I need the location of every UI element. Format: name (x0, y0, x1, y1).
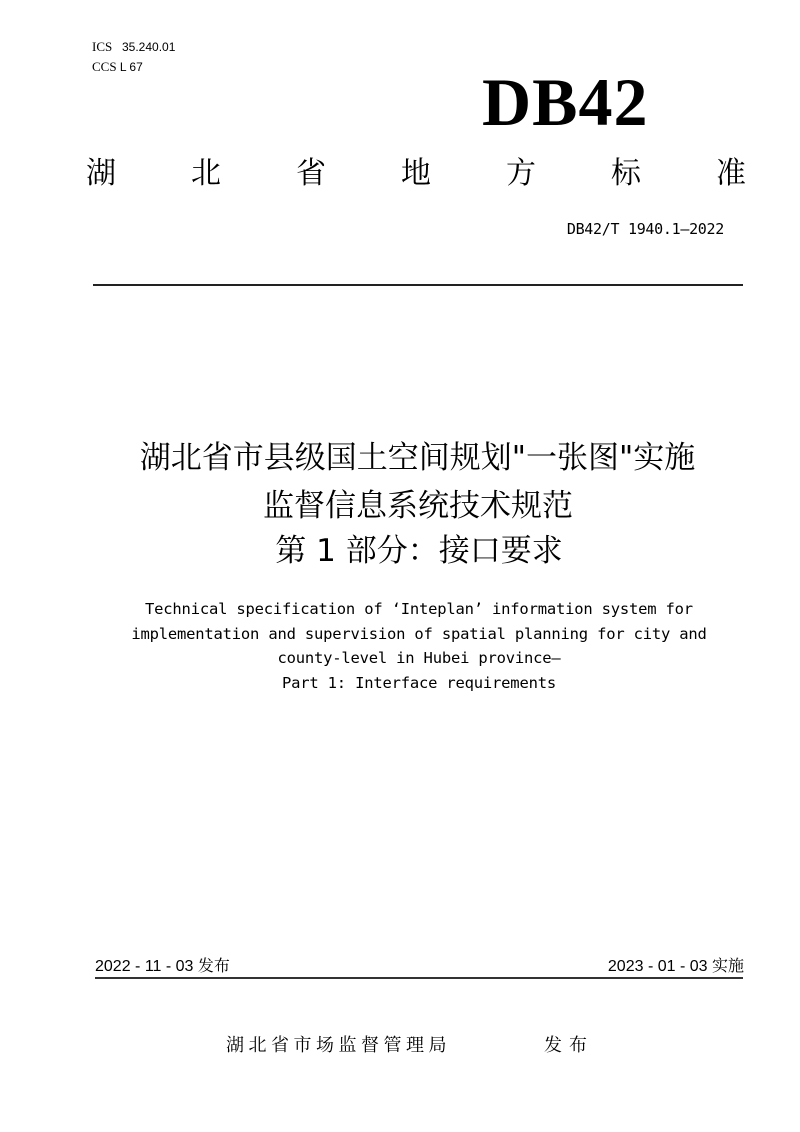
standard-type-heading (86, 152, 746, 196)
implement-date-value: 2023 - 01 - 03 (607, 958, 708, 975)
title-cn-line-1: 湖北省市县级国土空间规划"一张图"实施 (139, 440, 696, 476)
ccs-value: L 67 (119, 60, 143, 74)
title-en-line-4: Part 1: Interface requirements (282, 674, 556, 692)
title-en-line-1: Technical specification of ‘Inteplan’ information system for (145, 600, 693, 618)
ics-value: 35.240.01 (121, 40, 176, 54)
standard-logo: DB42 (482, 64, 649, 140)
publisher-name: 湖北省市场监督管理局 (226, 1035, 451, 1056)
standard-type-char: 准 (716, 156, 746, 191)
publish-date-label: 发布 (197, 956, 230, 975)
publisher-action: 发布 (544, 1035, 594, 1056)
title-en-line-2: implementation and supervision of spatial planning for city and (131, 625, 707, 643)
implement-date-label: 实施 (711, 956, 744, 975)
standard-type-char: 标 (611, 156, 641, 191)
standard-type-char: 地 (401, 156, 431, 191)
title-cn-line-3: 第 1 部分：接口要求 (275, 533, 563, 569)
publish-date (95, 955, 230, 978)
ics-classification (92, 38, 175, 56)
standard-type-char: 省 (296, 156, 326, 191)
standard-type-char: 湖 (86, 156, 116, 191)
ccs-label: CCS (92, 59, 117, 74)
header-divider (93, 284, 743, 286)
ccs-classification (92, 58, 143, 76)
footer-divider (95, 977, 743, 979)
title-cn-line-2: 监督信息系统技术规范 (263, 488, 573, 524)
ics-label: ICS (92, 39, 113, 54)
standard-code: DB42/T 1940.1—2022 (566, 220, 724, 238)
implement-date (608, 955, 744, 978)
publish-date-value: 2022 - 11 - 03 (95, 958, 194, 975)
title-en-line-3: county-level in Hubei province— (277, 649, 561, 667)
standard-type-char: 北 (191, 156, 221, 191)
standard-type-char: 方 (506, 156, 536, 191)
